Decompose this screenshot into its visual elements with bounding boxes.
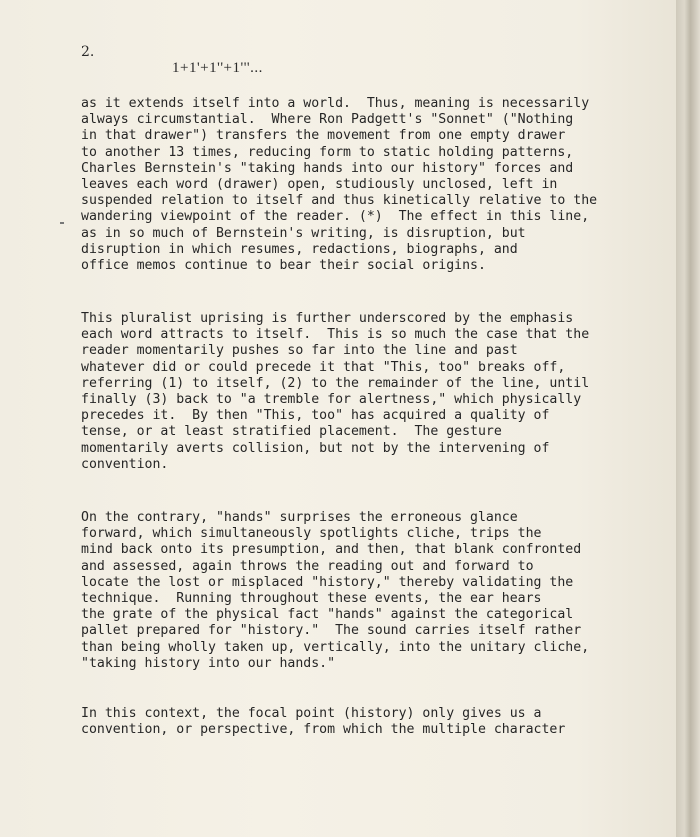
- paragraph-2: [81, 311, 589, 473]
- text-line: convention, or perspective, from which the multiple character: [81, 722, 566, 738]
- text-line: in that drawer") transfers the movement from one empty drawer: [81, 128, 566, 144]
- text-line: finally (3) back to "a tremble for alertness," which physically: [81, 392, 582, 408]
- text-line: "taking history into our hands.": [81, 655, 336, 671]
- text-line: suspended relation to itself and thus kinetically relative to the: [81, 193, 598, 209]
- text-line: referring (1) to itself, (2) to the remainder of the line, until: [81, 375, 590, 391]
- text-line: momentarily averts collision, but not by the intervening of: [81, 440, 550, 456]
- text-line: precedes it. By then "This, too" has acquired a quality of: [81, 408, 550, 424]
- text-line: This pluralist uprising is further underscored by the emphasis: [81, 311, 574, 326]
- text-line: technique. Running throughout these events, the ear hears: [81, 591, 542, 607]
- text-line: as it extends itself into a world. Thus, meaning is necessarily: [81, 96, 590, 111]
- text-line: than being wholly taken up, vertically, into the unitary cliche,: [81, 639, 590, 655]
- text-line: On the contrary, "hands" surprises the erroneous glance: [81, 510, 518, 525]
- text-line: mind back onto its presumption, and then, that blank confronted: [81, 542, 582, 558]
- text-line: the grate of the physical fact "hands" against the categorical: [81, 607, 574, 623]
- text-line: wandering viewpoint of the reader. (*) The effect in this line,: [81, 209, 590, 225]
- text-line: convention.: [81, 456, 169, 472]
- text-line: and assessed, again throws the reading out and forward to: [81, 558, 534, 574]
- text-line: In this context, the focal point (history) only gives us a: [81, 706, 542, 721]
- text-line: locate the lost or misplaced "history," thereby validating the: [81, 574, 574, 590]
- book-binding-edge: [676, 0, 700, 837]
- text-line: Charles Bernstein's "taking hands into our history" forces and: [81, 160, 574, 176]
- paragraph-3: [81, 510, 589, 672]
- text-line: whatever did or could precede it that "This, too" breaks off,: [81, 359, 566, 375]
- text-line: always circumstantial. Where Ron Padgett's "Sonnet" ("Nothing: [81, 112, 574, 128]
- text-line: tense, or at least stratified placement. The gesture: [81, 424, 502, 440]
- text-line: reader momentarily pushes so far into the line and past: [81, 343, 518, 359]
- paragraph-1: [81, 96, 597, 274]
- margin-mark: [60, 222, 64, 224]
- paragraph-4: [81, 706, 565, 738]
- text-line: each word attracts to itself. This is so much the case that the: [81, 327, 590, 343]
- formula-heading: 1+1'+1''+1'''...: [172, 60, 263, 76]
- text-line: leaves each word (drawer) open, studiously unclosed, left in: [81, 177, 558, 193]
- text-line: to another 13 times, reducing form to static holding patterns,: [81, 144, 574, 160]
- page-number: 2.: [81, 44, 95, 60]
- text-line: pallet prepared for "history." The sound carries itself rather: [81, 623, 582, 639]
- text-line: office memos continue to bear their social origins.: [81, 258, 486, 274]
- text-line: as in so much of Bernstein's writing, is disruption, but: [81, 225, 526, 241]
- text-line: disruption in which resumes, redactions, biographs, and: [81, 241, 518, 257]
- text-line: forward, which simultaneously spotlights cliche, trips the: [81, 526, 542, 542]
